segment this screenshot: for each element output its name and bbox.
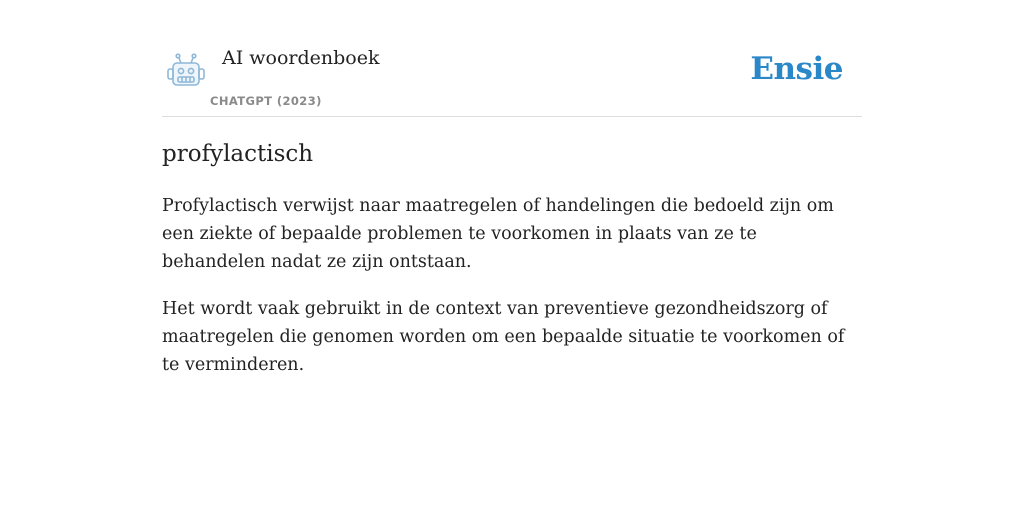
ensie-logo-link[interactable]: Ensie — [750, 51, 843, 87]
definition — [162, 192, 862, 398]
brand-title: AI woordenboek — [222, 47, 380, 69]
page-container — [162, 0, 862, 375]
term-heading: profylactisch — [162, 141, 314, 167]
brand-subtitle: CHATGPT (2023) — [210, 94, 322, 108]
definition-paragraph: Het wordt vaak gebruikt in de context van preventieve gezondheidszorg of maatregelen die genomen worden om een bepaalde situatie te voorkomen of te verminderen. — [162, 299, 845, 375]
header — [162, 0, 862, 117]
robot-icon — [166, 52, 206, 90]
definition-paragraph: Profylactisch verwijst naar maatregelen of handelingen die bedoeld zijn om een ziekte of bepaalde problemen te voorkomen in plaats van ze te behandelen nadat ze zijn ontstaan. — [162, 196, 834, 272]
